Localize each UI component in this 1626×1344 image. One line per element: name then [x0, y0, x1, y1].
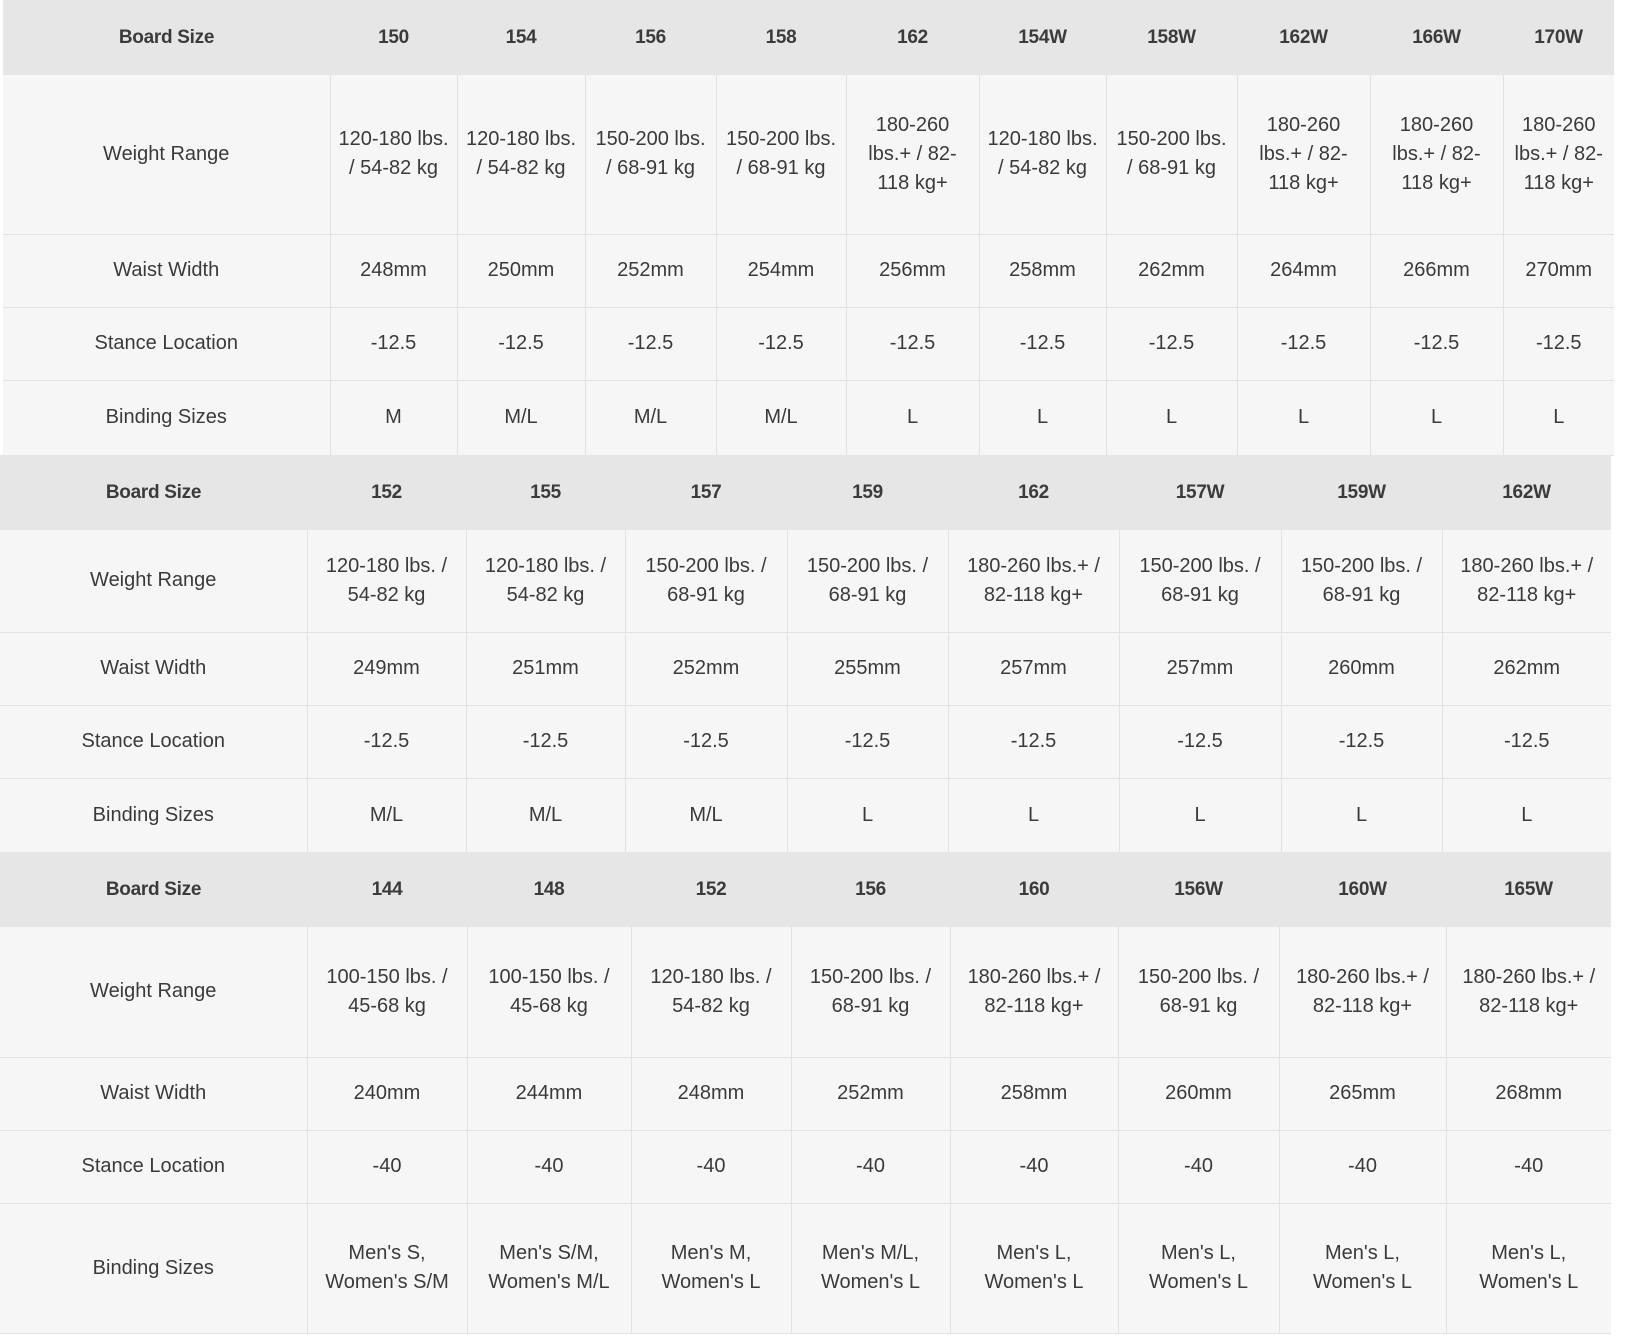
table-cell: M/L: [585, 380, 716, 455]
size-chart-table-2: [0, 455, 1611, 853]
table-cell: 180-260 lbs.+ / 82-118 kg+: [950, 927, 1118, 1057]
row-label: Stance Location: [3, 307, 330, 380]
table-cell: -40: [467, 1130, 631, 1203]
row-label: Binding Sizes: [0, 778, 307, 852]
table-cell: -12.5: [1281, 705, 1442, 778]
table-cell: 150-200 lbs. / 68-91 kg: [716, 75, 846, 234]
table-cell: 120-180 lbs. / 54-82 kg: [307, 530, 466, 632]
table-cell: 250mm: [457, 234, 585, 307]
header-row: [0, 852, 1611, 927]
size-chart-table-1: [3, 0, 1614, 456]
table-cell: 266mm: [1370, 234, 1503, 307]
table-cell: 150-200 lbs. / 68-91 kg: [625, 530, 787, 632]
table-cell: L: [1503, 380, 1614, 455]
table-cell: 254mm: [716, 234, 846, 307]
table-cell: 100-150 lbs. / 45-68 kg: [467, 927, 631, 1057]
row-label: Waist Width: [0, 1057, 307, 1130]
table-cell: -12.5: [585, 307, 716, 380]
size-header: 170W: [1503, 0, 1614, 75]
row-label: Stance Location: [0, 1130, 307, 1203]
table-cell: -40: [1446, 1130, 1611, 1203]
table-cell: M: [330, 380, 457, 455]
table-cell: Men's M, Women's L: [631, 1203, 791, 1333]
size-header: 152: [631, 852, 791, 927]
row-label: Binding Sizes: [3, 380, 330, 455]
table-cell: 240mm: [307, 1057, 467, 1130]
table-cell: -12.5: [716, 307, 846, 380]
table-cell: 120-180 lbs. / 54-82 kg: [330, 75, 457, 234]
size-header: 162: [948, 455, 1119, 530]
table-row: [3, 380, 1614, 455]
size-header: 162W: [1442, 455, 1611, 530]
table-cell: -40: [307, 1130, 467, 1203]
table-cell: -40: [791, 1130, 950, 1203]
size-header: 148: [467, 852, 631, 927]
table-cell: L: [1370, 380, 1503, 455]
size-header: 156W: [1118, 852, 1279, 927]
table-cell: 258mm: [979, 234, 1106, 307]
table-cell: M/L: [716, 380, 846, 455]
table-cell: 120-180 lbs. / 54-82 kg: [466, 530, 625, 632]
table-cell: M/L: [307, 778, 466, 852]
table-cell: -40: [631, 1130, 791, 1203]
size-header: 150: [330, 0, 457, 75]
table-cell: 150-200 lbs. / 68-91 kg: [1119, 530, 1281, 632]
table-cell: 249mm: [307, 632, 466, 705]
table-row: [3, 75, 1614, 234]
table-cell: Men's S/M, Women's M/L: [467, 1203, 631, 1333]
table-cell: -12.5: [1106, 307, 1237, 380]
table-cell: -12.5: [625, 705, 787, 778]
table-cell: -12.5: [787, 705, 948, 778]
table-cell: -40: [1279, 1130, 1446, 1203]
table-cell: L: [1119, 778, 1281, 852]
table-cell: 244mm: [467, 1057, 631, 1130]
table-cell: Men's S, Women's S/M: [307, 1203, 467, 1333]
size-header: 158W: [1106, 0, 1237, 75]
table-cell: 150-200 lbs. / 68-91 kg: [1118, 927, 1279, 1057]
table-cell: -12.5: [1237, 307, 1370, 380]
size-header: 162W: [1237, 0, 1370, 75]
size-header: 165W: [1446, 852, 1611, 927]
table-cell: L: [1237, 380, 1370, 455]
table-cell: 180-260 lbs.+ / 82-118 kg+: [1370, 75, 1503, 234]
table-cell: 150-200 lbs. / 68-91 kg: [1106, 75, 1237, 234]
table-row: [3, 234, 1614, 307]
size-header: 166W: [1370, 0, 1503, 75]
table-cell: 180-260 lbs.+ / 82-118 kg+: [1503, 75, 1614, 234]
table-row: [0, 705, 1611, 778]
table-row: [0, 927, 1611, 1057]
row-label: Weight Range: [3, 75, 330, 234]
table-cell: 180-260 lbs.+ / 82-118 kg+: [948, 530, 1119, 632]
table-cell: 262mm: [1106, 234, 1237, 307]
size-header: 162: [846, 0, 979, 75]
table-cell: -12.5: [466, 705, 625, 778]
table-row: [0, 530, 1611, 632]
table-cell: Men's L, Women's L: [1446, 1203, 1611, 1333]
table-cell: 180-260 lbs.+ / 82-118 kg+: [1237, 75, 1370, 234]
table-cell: L: [787, 778, 948, 852]
size-header: 154W: [979, 0, 1106, 75]
table-cell: 252mm: [791, 1057, 950, 1130]
table-cell: -12.5: [979, 307, 1106, 380]
row-label: Waist Width: [0, 632, 307, 705]
table-cell: L: [1106, 380, 1237, 455]
table-cell: -12.5: [1503, 307, 1614, 380]
table-cell: -12.5: [1119, 705, 1281, 778]
table-cell: -12.5: [307, 705, 466, 778]
header-row: [3, 0, 1614, 75]
table-cell: 150-200 lbs. / 68-91 kg: [585, 75, 716, 234]
table-cell: -12.5: [457, 307, 585, 380]
table-cell: -12.5: [948, 705, 1119, 778]
table-cell: 180-260 lbs.+ / 82-118 kg+: [1279, 927, 1446, 1057]
table-cell: 252mm: [585, 234, 716, 307]
table-row: [0, 632, 1611, 705]
table-row: [0, 1203, 1611, 1333]
table-cell: 248mm: [631, 1057, 791, 1130]
table-cell: 260mm: [1281, 632, 1442, 705]
table-cell: 258mm: [950, 1057, 1118, 1130]
table-cell: 252mm: [625, 632, 787, 705]
table-cell: -40: [1118, 1130, 1279, 1203]
table-cell: 257mm: [948, 632, 1119, 705]
row-label: Binding Sizes: [0, 1203, 307, 1333]
table-cell: 180-260 lbs.+ / 82-118 kg+: [846, 75, 979, 234]
table-cell: Men's L, Women's L: [950, 1203, 1118, 1333]
header-label: Board Size: [0, 455, 307, 530]
row-label: Stance Location: [0, 705, 307, 778]
row-label: Weight Range: [0, 530, 307, 632]
table-row: [0, 1057, 1611, 1130]
size-header: 157: [625, 455, 787, 530]
table-cell: Men's L, Women's L: [1118, 1203, 1279, 1333]
table-cell: 264mm: [1237, 234, 1370, 307]
table-cell: -12.5: [846, 307, 979, 380]
table-cell: -12.5: [1442, 705, 1611, 778]
table-cell: L: [948, 778, 1119, 852]
header-label: Board Size: [3, 0, 330, 75]
size-header: 158: [716, 0, 846, 75]
table-cell: 150-200 lbs. / 68-91 kg: [787, 530, 948, 632]
table-cell: L: [1281, 778, 1442, 852]
size-header: 156: [791, 852, 950, 927]
table-cell: 255mm: [787, 632, 948, 705]
table-cell: 251mm: [466, 632, 625, 705]
table-cell: M/L: [625, 778, 787, 852]
table-row: [0, 1130, 1611, 1203]
row-label: Weight Range: [0, 927, 307, 1057]
table-cell: 262mm: [1442, 632, 1611, 705]
table-cell: L: [979, 380, 1106, 455]
table-row: [0, 778, 1611, 852]
table-cell: M/L: [466, 778, 625, 852]
table-cell: Men's M/L, Women's L: [791, 1203, 950, 1333]
table-cell: -40: [950, 1130, 1118, 1203]
header-label: Board Size: [0, 852, 307, 927]
size-header: 144: [307, 852, 467, 927]
size-chart-table-3: [0, 852, 1611, 1334]
size-header: 152: [307, 455, 466, 530]
table-cell: 120-180 lbs. / 54-82 kg: [979, 75, 1106, 234]
table-cell: 268mm: [1446, 1057, 1611, 1130]
row-label: Waist Width: [3, 234, 330, 307]
size-header: 157W: [1119, 455, 1281, 530]
table-cell: -12.5: [1370, 307, 1503, 380]
size-header: 154: [457, 0, 585, 75]
size-header: 160: [950, 852, 1118, 927]
table-cell: 256mm: [846, 234, 979, 307]
table-cell: M/L: [457, 380, 585, 455]
table-cell: Men's L, Women's L: [1279, 1203, 1446, 1333]
size-header: 159: [787, 455, 948, 530]
size-header: 155: [466, 455, 625, 530]
table-cell: 270mm: [1503, 234, 1614, 307]
table-cell: L: [1442, 778, 1611, 852]
table-cell: 265mm: [1279, 1057, 1446, 1130]
table-cell: 260mm: [1118, 1057, 1279, 1130]
size-header: 160W: [1279, 852, 1446, 927]
table-cell: 150-200 lbs. / 68-91 kg: [1281, 530, 1442, 632]
table-cell: 120-180 lbs. / 54-82 kg: [457, 75, 585, 234]
table-row: [3, 307, 1614, 380]
table-cell: 257mm: [1119, 632, 1281, 705]
table-cell: L: [846, 380, 979, 455]
header-row: [0, 455, 1611, 530]
table-cell: 180-260 lbs.+ / 82-118 kg+: [1446, 927, 1611, 1057]
table-cell: 180-260 lbs.+ / 82-118 kg+: [1442, 530, 1611, 632]
table-cell: 248mm: [330, 234, 457, 307]
table-cell: 120-180 lbs. / 54-82 kg: [631, 927, 791, 1057]
table-cell: 150-200 lbs. / 68-91 kg: [791, 927, 950, 1057]
table-cell: 100-150 lbs. / 45-68 kg: [307, 927, 467, 1057]
table-cell: -12.5: [330, 307, 457, 380]
size-header: 159W: [1281, 455, 1442, 530]
size-header: 156: [585, 0, 716, 75]
